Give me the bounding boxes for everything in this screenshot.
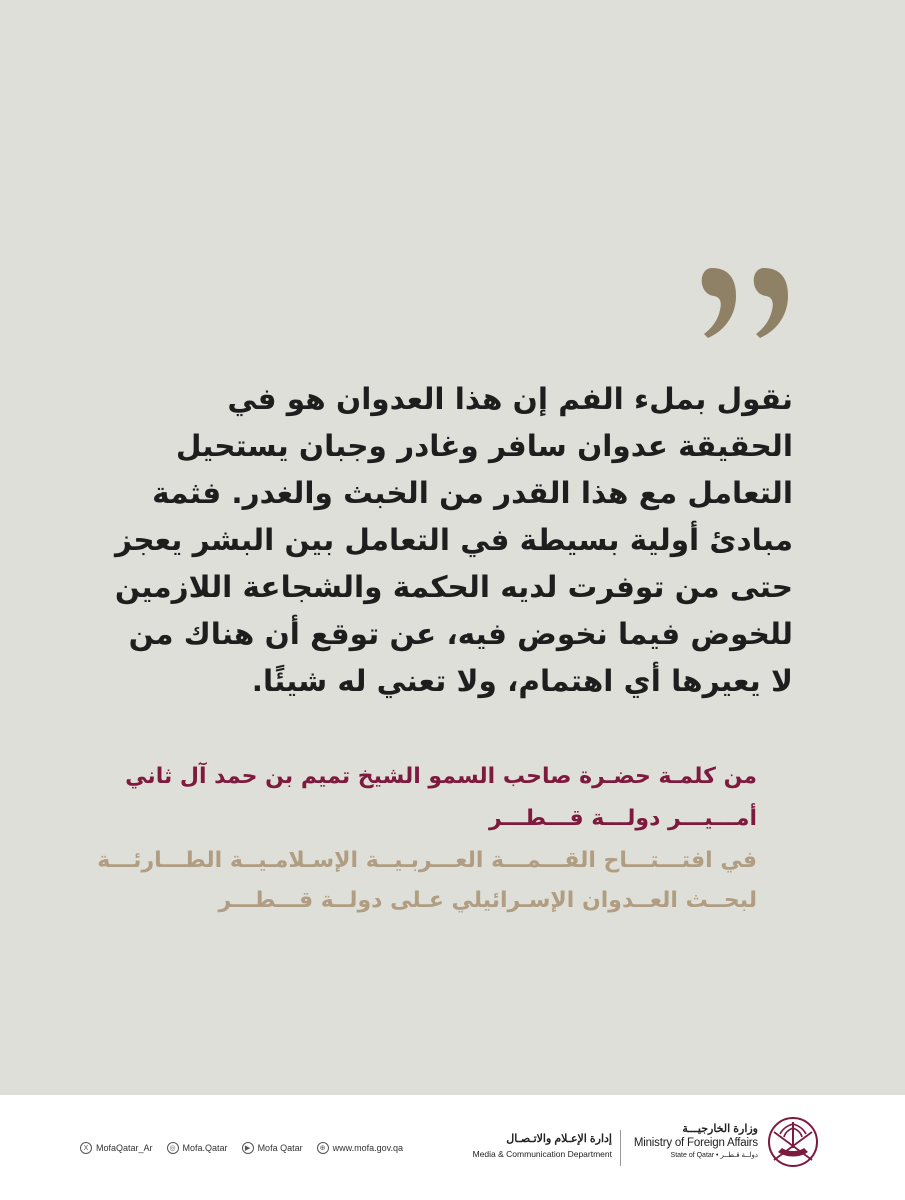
globe-icon: ⊕ <box>317 1142 329 1154</box>
social-x[interactable] <box>80 1142 153 1154</box>
social-website-label: www.mofa.gov.qa <box>332 1143 403 1153</box>
ministry-block <box>628 1122 758 1159</box>
ministry-name-en: Ministry of Foreign Affairs <box>633 1137 758 1149</box>
qatar-emblem-icon <box>764 1112 822 1174</box>
instagram-icon: ◎ <box>167 1142 179 1154</box>
attribution-event-subject: لبحــث العــدوان الإسـرائيلي عـلى دولــة قـــطـــر <box>218 888 757 913</box>
ministry-name-ar: وزارة الخارجيـــة <box>682 1123 758 1135</box>
social-youtube[interactable] <box>242 1142 303 1154</box>
attribution-speaker: من كلمـة حضـرة صاحب السمو الشيخ تميم بن حمد آل ثاني <box>125 764 757 789</box>
social-website[interactable] <box>317 1142 403 1154</box>
department-name-ar: إدارة الإعـلام والاتـصـال <box>506 1133 612 1145</box>
footer-divider <box>620 1130 621 1166</box>
quotation-mark-icon <box>690 240 790 350</box>
social-x-label: MofaQatar_Ar <box>96 1143 153 1153</box>
x-icon: X <box>80 1142 92 1154</box>
youtube-icon: ▶ <box>242 1142 254 1154</box>
social-youtube-label: Mofa Qatar <box>257 1143 303 1153</box>
social-instagram-label: Mofa.Qatar <box>182 1143 228 1153</box>
department-block <box>462 1132 612 1159</box>
attribution-title: أمـــيـــر دولـــة قـــطـــر <box>488 806 757 831</box>
quote-text: نقول بملء الفم إن هذا العدوان هو في الحقيقة عدوان سافر وغادر وجبان يستحيل التعامل مع هذا القدر من الخبث والغدر. فثمة مبادئ أولية بسيطة في التعامل بين البشر يعجز حتى من توفرت لديه الحكمة والشجاعة اللازمين للخوض فيما نخوض فيه، عن توقع أن هناك من لا يعيرها أي اهتمام، ولا تعني له شيئًا. <box>114 382 793 698</box>
department-name-en: Media & Communication Department <box>472 1149 612 1159</box>
social-instagram[interactable] <box>167 1142 228 1154</box>
state-of-qatar-label: State of Qatar • دولــة قـطــر <box>670 1152 758 1159</box>
attribution-event: في افتـــتـــاح القـــمـــة العـــربـيــة الإسـلامـيــة الطـــارئـــة <box>97 848 757 873</box>
social-links <box>80 1142 403 1154</box>
